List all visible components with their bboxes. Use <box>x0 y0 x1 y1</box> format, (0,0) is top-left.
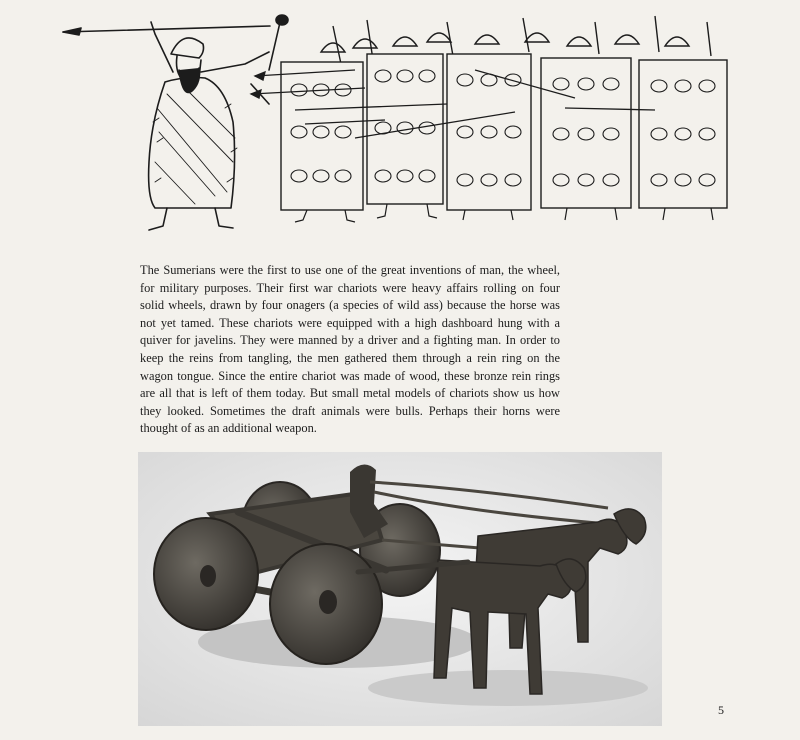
warrior-helmet-drawing <box>171 38 204 58</box>
body-paragraph: The Sumerians were the first to use one of the great inventions of man, the wheel, for military purposes. Their first war chariots were heavy affairs rolling on four solid wheels, drawn by four onagers (a species of wild ass) because the horse was not yet tamed. These chariots were equipped with a high dashboard hung with a quiver for javelins. They were manned by a driver and a fighting man. In order to keep the reins from tangling, the men gathered them through a rein ring on the wagon tongue. Since the entire chariot was made of wood, these bronze rein rings are all that is left of them today. But small metal models of chariots show us how they looked. Sometimes the draft animals were bulls. Perhaps their horns were thought of as an additional weapon. <box>140 263 560 436</box>
soldier-helmets-row <box>321 33 689 52</box>
chariot-model-photo <box>138 452 662 726</box>
sumerian-soldiers-illustration <box>55 12 775 237</box>
mace-drawing <box>269 18 281 70</box>
page-number: 5 <box>718 703 724 717</box>
warrior-cloak-drawing <box>149 78 235 209</box>
spear-drawing <box>63 26 270 32</box>
